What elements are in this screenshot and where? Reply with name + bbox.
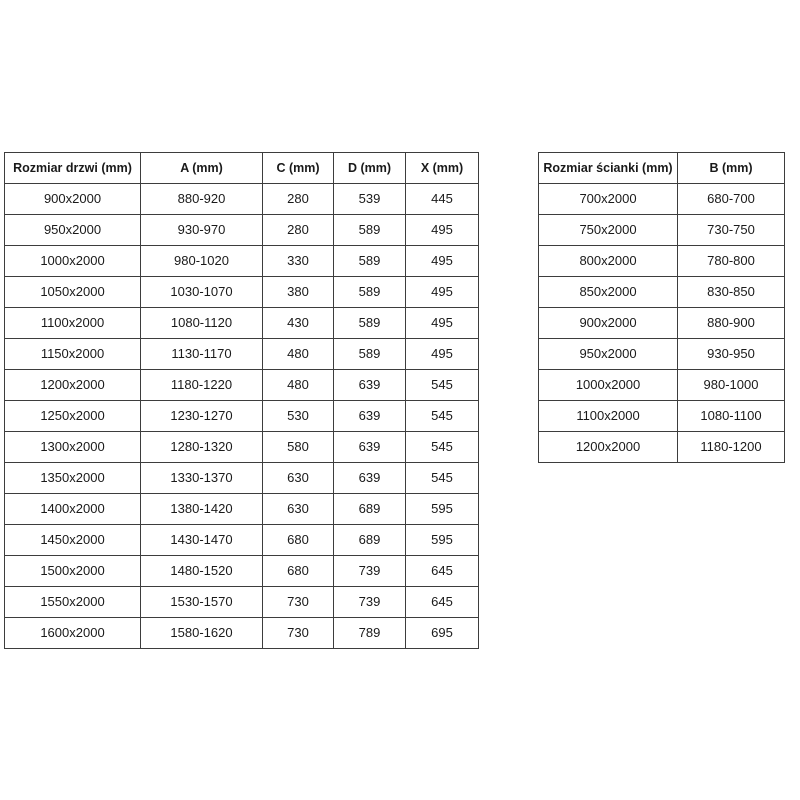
table-cell: 695 <box>406 618 479 649</box>
table-cell: 495 <box>406 308 479 339</box>
table-cell: 495 <box>406 277 479 308</box>
table-cell: 850x2000 <box>539 277 678 308</box>
table-row <box>539 184 785 215</box>
table-cell: 1380-1420 <box>141 494 263 525</box>
table-cell: 589 <box>334 339 406 370</box>
column-header: D (mm) <box>334 153 406 184</box>
wall-size-table <box>538 152 785 463</box>
table-cell: 689 <box>334 494 406 525</box>
table-cell: 280 <box>263 184 334 215</box>
table-cell: 545 <box>406 432 479 463</box>
table-row <box>5 432 479 463</box>
table-row <box>5 556 479 587</box>
table-cell: 639 <box>334 432 406 463</box>
table-cell: 1330-1370 <box>141 463 263 494</box>
table-cell: 1080-1100 <box>678 401 785 432</box>
table-cell: 689 <box>334 525 406 556</box>
table-cell: 445 <box>406 184 479 215</box>
table-row <box>5 246 479 277</box>
table-cell: 1050x2000 <box>5 277 141 308</box>
table-cell: 589 <box>334 215 406 246</box>
table-cell: 480 <box>263 339 334 370</box>
table-cell: 639 <box>334 401 406 432</box>
table-cell: 789 <box>334 618 406 649</box>
table-cell: 680 <box>263 525 334 556</box>
table-row <box>539 401 785 432</box>
door-table-header-row <box>5 153 479 184</box>
table-row <box>5 308 479 339</box>
table-row <box>539 277 785 308</box>
table-cell: 495 <box>406 339 479 370</box>
table-row <box>5 494 479 525</box>
table-cell: 1200x2000 <box>539 432 678 463</box>
table-cell: 545 <box>406 370 479 401</box>
table-cell: 900x2000 <box>5 184 141 215</box>
table-cell: 680 <box>263 556 334 587</box>
table-cell: 495 <box>406 246 479 277</box>
table-cell: 1250x2000 <box>5 401 141 432</box>
table-cell: 739 <box>334 587 406 618</box>
table-cell: 800x2000 <box>539 246 678 277</box>
table-cell: 980-1020 <box>141 246 263 277</box>
table-cell: 630 <box>263 463 334 494</box>
column-header: X (mm) <box>406 153 479 184</box>
table-cell: 1000x2000 <box>5 246 141 277</box>
table-cell: 1000x2000 <box>539 370 678 401</box>
table-cell: 1030-1070 <box>141 277 263 308</box>
table-cell: 589 <box>334 308 406 339</box>
table-row <box>539 215 785 246</box>
table-cell: 1480-1520 <box>141 556 263 587</box>
table-row <box>5 277 479 308</box>
table-cell: 645 <box>406 587 479 618</box>
table-cell: 930-950 <box>678 339 785 370</box>
table-cell: 1300x2000 <box>5 432 141 463</box>
table-cell: 730 <box>263 587 334 618</box>
table-row <box>5 184 479 215</box>
table-cell: 330 <box>263 246 334 277</box>
table-cell: 880-920 <box>141 184 263 215</box>
table-cell: 680-700 <box>678 184 785 215</box>
table-row <box>5 215 479 246</box>
table-cell: 1180-1200 <box>678 432 785 463</box>
table-cell: 730-750 <box>678 215 785 246</box>
table-cell: 1130-1170 <box>141 339 263 370</box>
table-cell: 900x2000 <box>539 308 678 339</box>
table-cell: 639 <box>334 463 406 494</box>
table-cell: 1400x2000 <box>5 494 141 525</box>
table-cell: 1500x2000 <box>5 556 141 587</box>
table-cell: 950x2000 <box>539 339 678 370</box>
table-cell: 580 <box>263 432 334 463</box>
table-cell: 1530-1570 <box>141 587 263 618</box>
table-cell: 545 <box>406 401 479 432</box>
table-cell: 1080-1120 <box>141 308 263 339</box>
table-cell: 645 <box>406 556 479 587</box>
table-row <box>539 339 785 370</box>
table-cell: 589 <box>334 246 406 277</box>
table-cell: 639 <box>334 370 406 401</box>
table-row <box>5 370 479 401</box>
table-cell: 280 <box>263 215 334 246</box>
column-header: B (mm) <box>678 153 785 184</box>
column-header: A (mm) <box>141 153 263 184</box>
table-cell: 830-850 <box>678 277 785 308</box>
table-cell: 430 <box>263 308 334 339</box>
table-cell: 1100x2000 <box>5 308 141 339</box>
table-cell: 380 <box>263 277 334 308</box>
table-cell: 930-970 <box>141 215 263 246</box>
table-cell: 539 <box>334 184 406 215</box>
table-row <box>5 618 479 649</box>
table-cell: 595 <box>406 525 479 556</box>
table-row <box>539 370 785 401</box>
table-cell: 1280-1320 <box>141 432 263 463</box>
table-row <box>5 525 479 556</box>
table-row <box>5 339 479 370</box>
table-cell: 630 <box>263 494 334 525</box>
table-cell: 530 <box>263 401 334 432</box>
table-cell: 1600x2000 <box>5 618 141 649</box>
table-cell: 750x2000 <box>539 215 678 246</box>
table-cell: 950x2000 <box>5 215 141 246</box>
table-cell: 880-900 <box>678 308 785 339</box>
door-size-table <box>4 152 479 649</box>
table-cell: 780-800 <box>678 246 785 277</box>
table-cell: 980-1000 <box>678 370 785 401</box>
table-row <box>5 401 479 432</box>
table-row <box>5 587 479 618</box>
table-cell: 1550x2000 <box>5 587 141 618</box>
column-header: Rozmiar ścianki (mm) <box>539 153 678 184</box>
table-cell: 1200x2000 <box>5 370 141 401</box>
wall-table-header-row <box>539 153 785 184</box>
table-row <box>539 308 785 339</box>
table-cell: 700x2000 <box>539 184 678 215</box>
table-cell: 1150x2000 <box>5 339 141 370</box>
table-cell: 480 <box>263 370 334 401</box>
table-cell: 1100x2000 <box>539 401 678 432</box>
table-cell: 1350x2000 <box>5 463 141 494</box>
column-header: C (mm) <box>263 153 334 184</box>
column-header: Rozmiar drzwi (mm) <box>5 153 141 184</box>
table-cell: 495 <box>406 215 479 246</box>
table-cell: 730 <box>263 618 334 649</box>
table-cell: 589 <box>334 277 406 308</box>
table-cell: 1580-1620 <box>141 618 263 649</box>
table-cell: 1450x2000 <box>5 525 141 556</box>
table-cell: 1430-1470 <box>141 525 263 556</box>
table-row <box>539 432 785 463</box>
table-row <box>5 463 479 494</box>
table-row <box>539 246 785 277</box>
table-cell: 595 <box>406 494 479 525</box>
table-cell: 545 <box>406 463 479 494</box>
table-cell: 1180-1220 <box>141 370 263 401</box>
table-cell: 739 <box>334 556 406 587</box>
table-cell: 1230-1270 <box>141 401 263 432</box>
